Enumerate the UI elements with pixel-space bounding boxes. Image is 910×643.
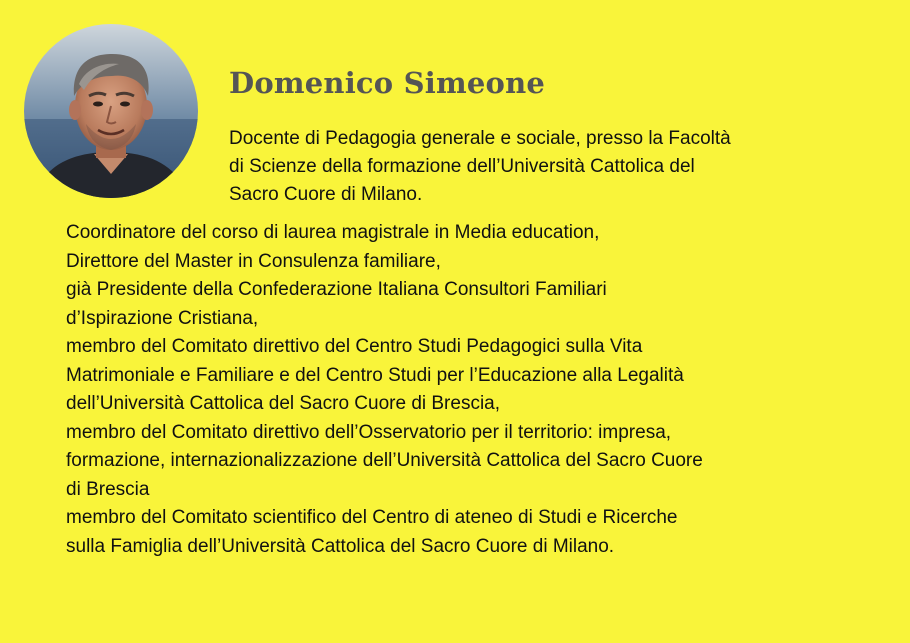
role-line: membro del Comitato direttivo dell’Osservatorio per il territorio: impresa,: [66, 421, 672, 443]
role-line: d’Ispirazione Cristiana,: [66, 307, 259, 329]
intro-paragraph: [229, 125, 889, 209]
role-line: formazione, internazionalizzazione dell’Università Cattolica del Sacro Cuore: [66, 450, 703, 471]
role-line: Coordinatore del corso di laurea magistrale in Media education,: [66, 222, 600, 243]
role-line: di Brescia: [66, 478, 150, 500]
portrait-illustration: [24, 24, 198, 198]
intro-line: Sacro Cuore di Milano.: [229, 184, 423, 205]
role-line: Matrimoniale e Familiare e del Centro Studi per l’Educazione alla Legalità: [66, 364, 684, 386]
role-line: già Presidente della Confederazione Italiana Consultori Familiari: [66, 279, 607, 300]
role-line: dell’Università Cattolica del Sacro Cuore di Brescia,: [66, 393, 501, 414]
role-line: membro del Comitato direttivo del Centro Studi Pedagogici sulla Vita: [66, 336, 643, 357]
intro-line: Docente di Pedagogia generale e sociale, presso la Facoltà: [229, 128, 731, 149]
roles-paragraph: [66, 219, 896, 561]
profile-photo: [24, 24, 198, 198]
intro-line: di Scienze della formazione dell’Università Cattolica del: [229, 156, 695, 177]
role-line: sulla Famiglia dell’Università Cattolica del Sacro Cuore di Milano.: [66, 535, 615, 557]
person-name: Domenico Simeone: [229, 66, 545, 100]
role-line: membro del Comitato scientifico del Centro di ateneo di Studi e Ricerche: [66, 507, 678, 528]
role-line: Direttore del Master in Consulenza familiare,: [66, 250, 441, 272]
